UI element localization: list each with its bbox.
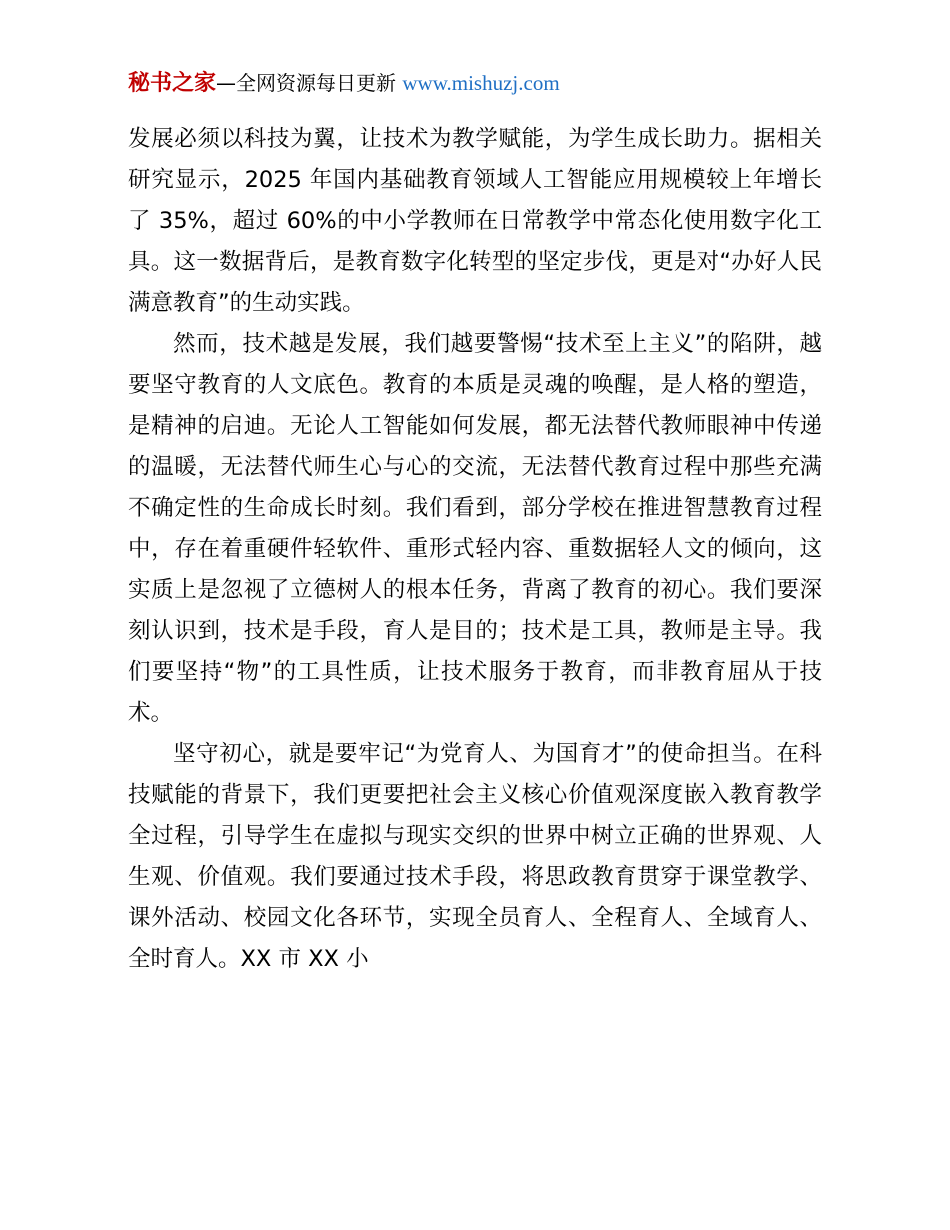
watermark-url[interactable]: www.mishuzj.com bbox=[402, 71, 560, 95]
document-body bbox=[128, 119, 822, 980]
paragraph: 然而，技术越是发展，我们越要警惕“技术至上主义”的陷阱，越要坚守教育的人文底色。教育的本质是灵魂的唤醒，是人格的塑造，是精神的启迪。无论人工智能如何发展，都无法替代教师眼神中传递的温暖，无法替代师生心与心的交流，无法替代教育过程中那些充满不确定性的生命成长时刻。我们看到，部分学校在推进智慧教育过程中，存在着重硬件轻软件、重形式轻内容、重数据轻人文的倾向，这实质上是忽视了立德树人的根本任务，背离了教育的初心。我们要深刻认识到，技术是手段，育人是目的；技术是工具，教师是主导。我们要坚持“物”的工具性质，让技术服务于教育，而非教育屈从于技术。 bbox=[128, 330, 822, 726]
paragraph: 发展必须以科技为翼，让技术为教学赋能，为学生成长助力。据相关研究显示，2025 年国内基础教育领域人工智能应用规模较上年增长了 35%，超过 60%的中小学教师在日常教学中常态化使用数字化工具。这一数据背后，是教育数字化转型的坚定步伐，更是对“办好人民满意教育”的生动实践。 bbox=[128, 125, 822, 316]
watermark-brand: 秘书之家 bbox=[128, 71, 217, 96]
watermark-header bbox=[128, 70, 822, 99]
watermark-separator: —全网资源每日更新 bbox=[216, 71, 403, 95]
paragraph: 坚守初心，就是要牢记“为党育人、为国育才”的使命担当。在科技赋能的背景下，我们更要把社会主义核心价值观深度嵌入教育教学全过程，引导学生在虚拟与现实交织的世界中树立正确的世界观、人生观、价值观。我们要通过技术手段，将思政教育贯穿于课堂教学、课外活动、校园文化各环节，实现全员育人、全程育人、全域育人、全时育人。XX 市 XX 小 bbox=[128, 740, 822, 972]
